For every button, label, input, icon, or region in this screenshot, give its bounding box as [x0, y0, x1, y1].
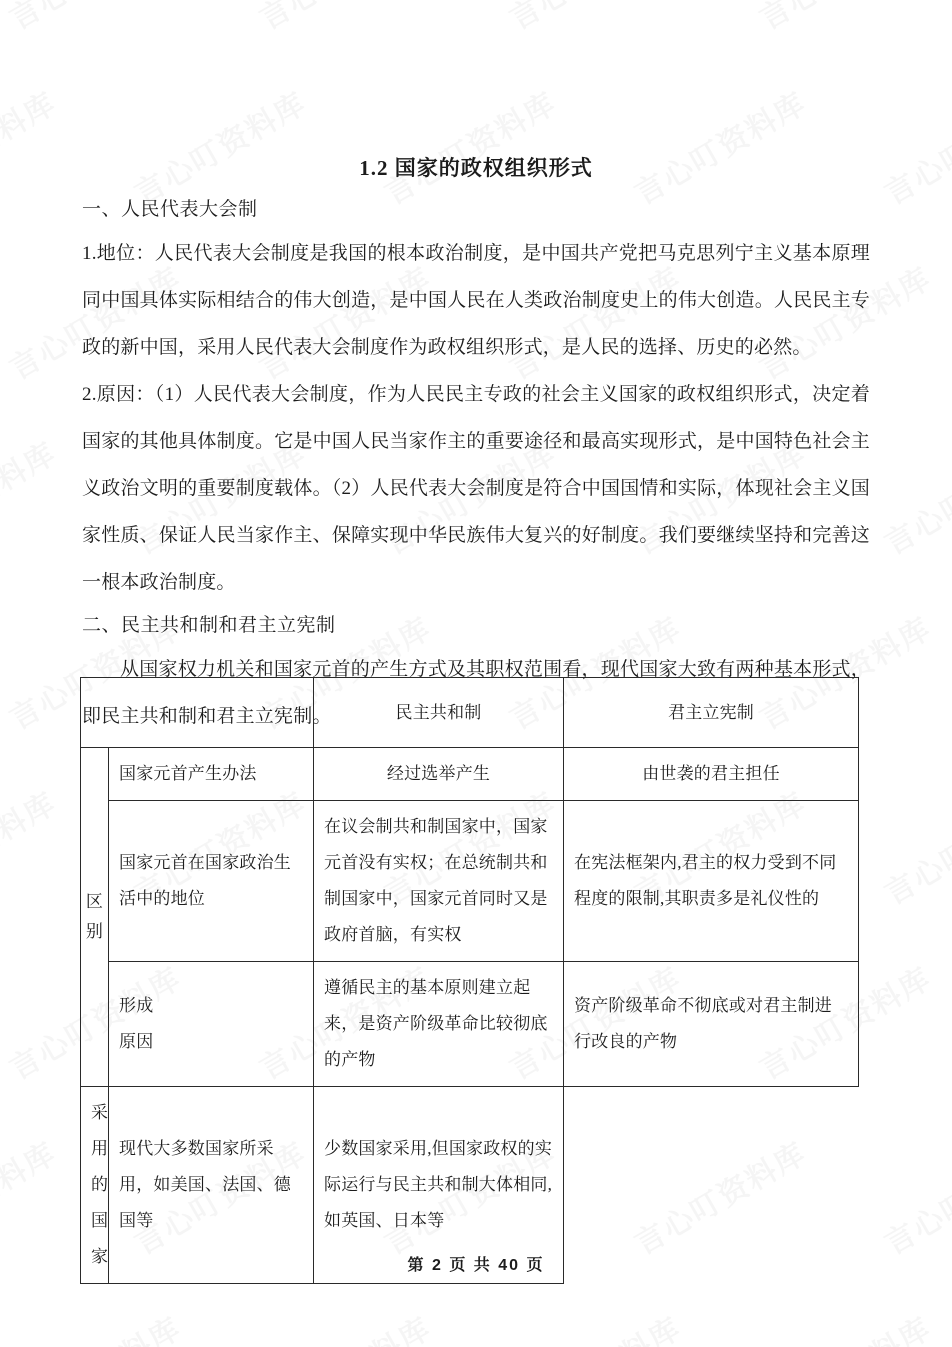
section-heading-2: 二、民主共和制和君主立宪制	[82, 615, 336, 636]
watermark-text	[500, 1304, 688, 1347]
page-title: 1.2 国家的政权组织形式	[359, 156, 593, 180]
table-aspect-label: 采用的 国家	[81, 1087, 109, 1284]
table-cell-monarchy: 少数国家采用,但国家政权的实际运行与民主共和制大体相同,如英国、日本等	[314, 1087, 564, 1284]
watermark-text	[750, 1304, 938, 1347]
table-cell-republic: 遵循民主的基本原则建立起来，是资产阶级革命比较彻底的产物	[314, 962, 564, 1087]
table-row	[81, 962, 859, 1087]
watermark-text	[750, 0, 938, 38]
table-aspect-label: 国家元首在国家政治生活中的地位	[109, 801, 314, 962]
watermark-text	[0, 1304, 188, 1347]
page-footer: 第 2 页 共 40 页	[407, 1257, 545, 1274]
paragraph-position: 1.地位：人民代表大会制度是我国的根本政治制度，是中国共产党把马克思列宁主义基本原理同中国具体实际相结合的伟大创造，是中国人民在人类政治制度史上的伟大创造。人民民主专政的新中国，采用人民代表大会制度作为政权组织形式，是人民的选择、历史的必然。	[82, 243, 870, 358]
watermark-text	[875, 779, 952, 913]
watermark-text	[0, 1129, 63, 1263]
watermark-text	[875, 79, 952, 213]
table-cell-monarchy: 在宪法框架内,君主的权力受到不同程度的限制,其职责多是礼仪性的	[564, 801, 859, 962]
table-aspect-label: 形成 原因	[109, 962, 314, 1087]
watermark-text	[500, 0, 688, 38]
watermark-text	[875, 1129, 952, 1263]
body-text-block	[82, 190, 870, 740]
table-cell-republic: 经过选举产生	[314, 748, 564, 801]
table-cell-monarchy: 资产阶级革命不彻底或对君主制进行改良的产物	[564, 962, 859, 1087]
table-cell-republic: 现代大多数国家所采用，如美国、法国、德国等	[109, 1087, 314, 1284]
paragraph-reason: 2.原因：（1）人民代表大会制度，作为人民民主专政的社会主义国家的政权组织形式，决定着国家的其他具体制度。它是中国人民当家作主的重要途径和最高实现形式，是中国特色社会主义政治文明的重要制度载体。（2）人民代表大会制度是符合中国国情和实际，体现社会主义国家性质、保证人民当家作主、保障实现中华民族伟大复兴的好制度。我们要继续坚持和完善这一根本政治制度。	[82, 384, 870, 593]
section-heading-1: 一、人民代表大会制	[82, 199, 258, 220]
watermark-text	[0, 779, 63, 913]
table-aspect-label: 国家元首产生办法	[109, 748, 314, 801]
table-header-republic: 民主共和制	[314, 678, 564, 748]
table-row	[81, 801, 859, 962]
table-cell-republic: 在议会制共和制国家中，国家元首没有实权；在总统制共和制国家中，国家元首同时又是政府首脑，有实权	[314, 801, 564, 962]
table-cell-monarchy: 由世袭的君主担任	[564, 748, 859, 801]
watermark-text	[250, 0, 438, 38]
table-row-group-label: 区 别	[81, 748, 109, 1087]
watermark-text	[0, 79, 63, 213]
table-corner-cell	[81, 678, 314, 748]
comparison-table	[80, 677, 859, 1284]
watermark-text	[250, 1304, 438, 1347]
table-header-monarchy: 君主立宪制	[564, 678, 859, 748]
table-header-row	[81, 678, 859, 748]
watermark-text	[0, 429, 63, 563]
paragraph-forms-intro: 从国家权力机关和国家元首的产生方式及其职权范围看，现代国家大致有两种基本形式，即民主共和制和君主立宪制。	[82, 659, 870, 727]
table-row	[81, 748, 859, 801]
watermark-text	[875, 429, 952, 563]
watermark-text	[0, 0, 188, 38]
